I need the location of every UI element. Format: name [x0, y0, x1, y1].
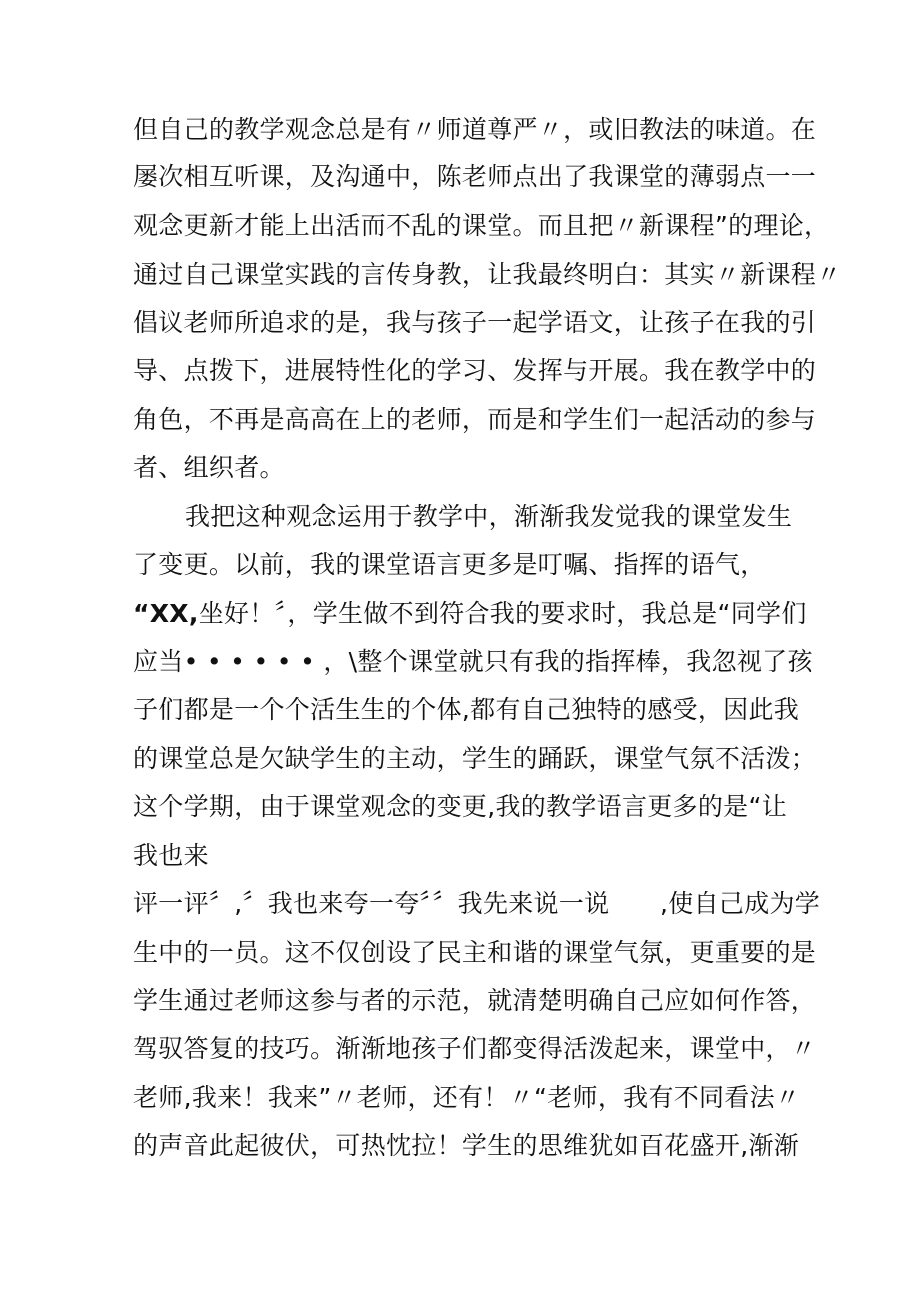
text-line-2: 屡次相互听课，及沟通中，陈老师点出了我课堂的薄弱点一一 — [133, 162, 817, 191]
text-line-21: 老师,我来！我来”〃老师，还有！〃“老师，我有不同看法〃 — [133, 1083, 801, 1112]
text-line-16: 我也来 — [133, 841, 209, 870]
text-line-6: 导、点拨下，进展特性化的学习、发挥与开展。我在教学中的 — [133, 356, 817, 385]
text-line-18: 生中的一员。这不仅创设了民主和谐的课堂气氛，更重要的是 — [133, 938, 817, 967]
text-line-22: 的声音此起彼伏，可热忱拉！学生的思维犹如百花盛开,渐渐 — [133, 1131, 800, 1160]
text-line-11 — [133, 594, 807, 634]
text-line-4: 通过自己课堂实践的言传身教，让我最终明白：其实〃新课程〃 — [133, 260, 842, 289]
text-line-17: 评一评〞,〞我也来夸一夸〞〞我先来说一说 ,使自己成为学 — [133, 889, 821, 918]
bold-text: “XX, — [133, 599, 199, 628]
text-line-5: 倡议老师所追求的是，我与孩子一起学语文，让孩子在我的引 — [133, 308, 817, 337]
text-line-13: 子们都是一个个活生生的个体,都有自己独特的感受，因此我 — [133, 695, 800, 724]
text-line-20: 驾驭答复的技巧。渐渐地孩子们都变得活泼起来，课堂中，〃 — [133, 1034, 817, 1063]
text-line-19: 学生通过老师这参与者的示范，就清楚明确自己应如何作答， — [133, 986, 817, 1015]
text-line-15: 这个学期，由于课堂观念的变更,我的教学语言更多的是“让 — [133, 792, 788, 821]
text-line-14: 的课堂总是欠缺学生的主动，学生的踊跃，课堂气氛不活泼； — [133, 744, 817, 773]
text-line-1: 但自己的教学观念总是有〃师道尊严〃，或旧教法的味道。在 — [133, 115, 817, 144]
text-line-7: 角色，不再是高高在上的老师，而是和学生们一起活动的参与 — [133, 405, 817, 434]
text-line-3: 观念更新才能上出活而不乱的课堂。而且把〃新课程”的理论， — [133, 211, 830, 240]
text-line-10: 了变更。以前，我的课堂语言更多是叮嘱、指挥的语气， — [133, 550, 766, 579]
text-line-8: 者、组织者。 — [133, 453, 285, 482]
paragraph-2-line-1: 我把这种观念运用于教学中，渐渐我发觉我的课堂发生 — [185, 502, 793, 531]
text-line-12: 应当• • • • • • ，\整个课堂就只有我的指挥棒，我忽视了孩 — [133, 647, 813, 676]
text-line-11-rest: 坐好！〞，学生做不到符合我的要求时，我总是“同学们 — [198, 599, 807, 628]
